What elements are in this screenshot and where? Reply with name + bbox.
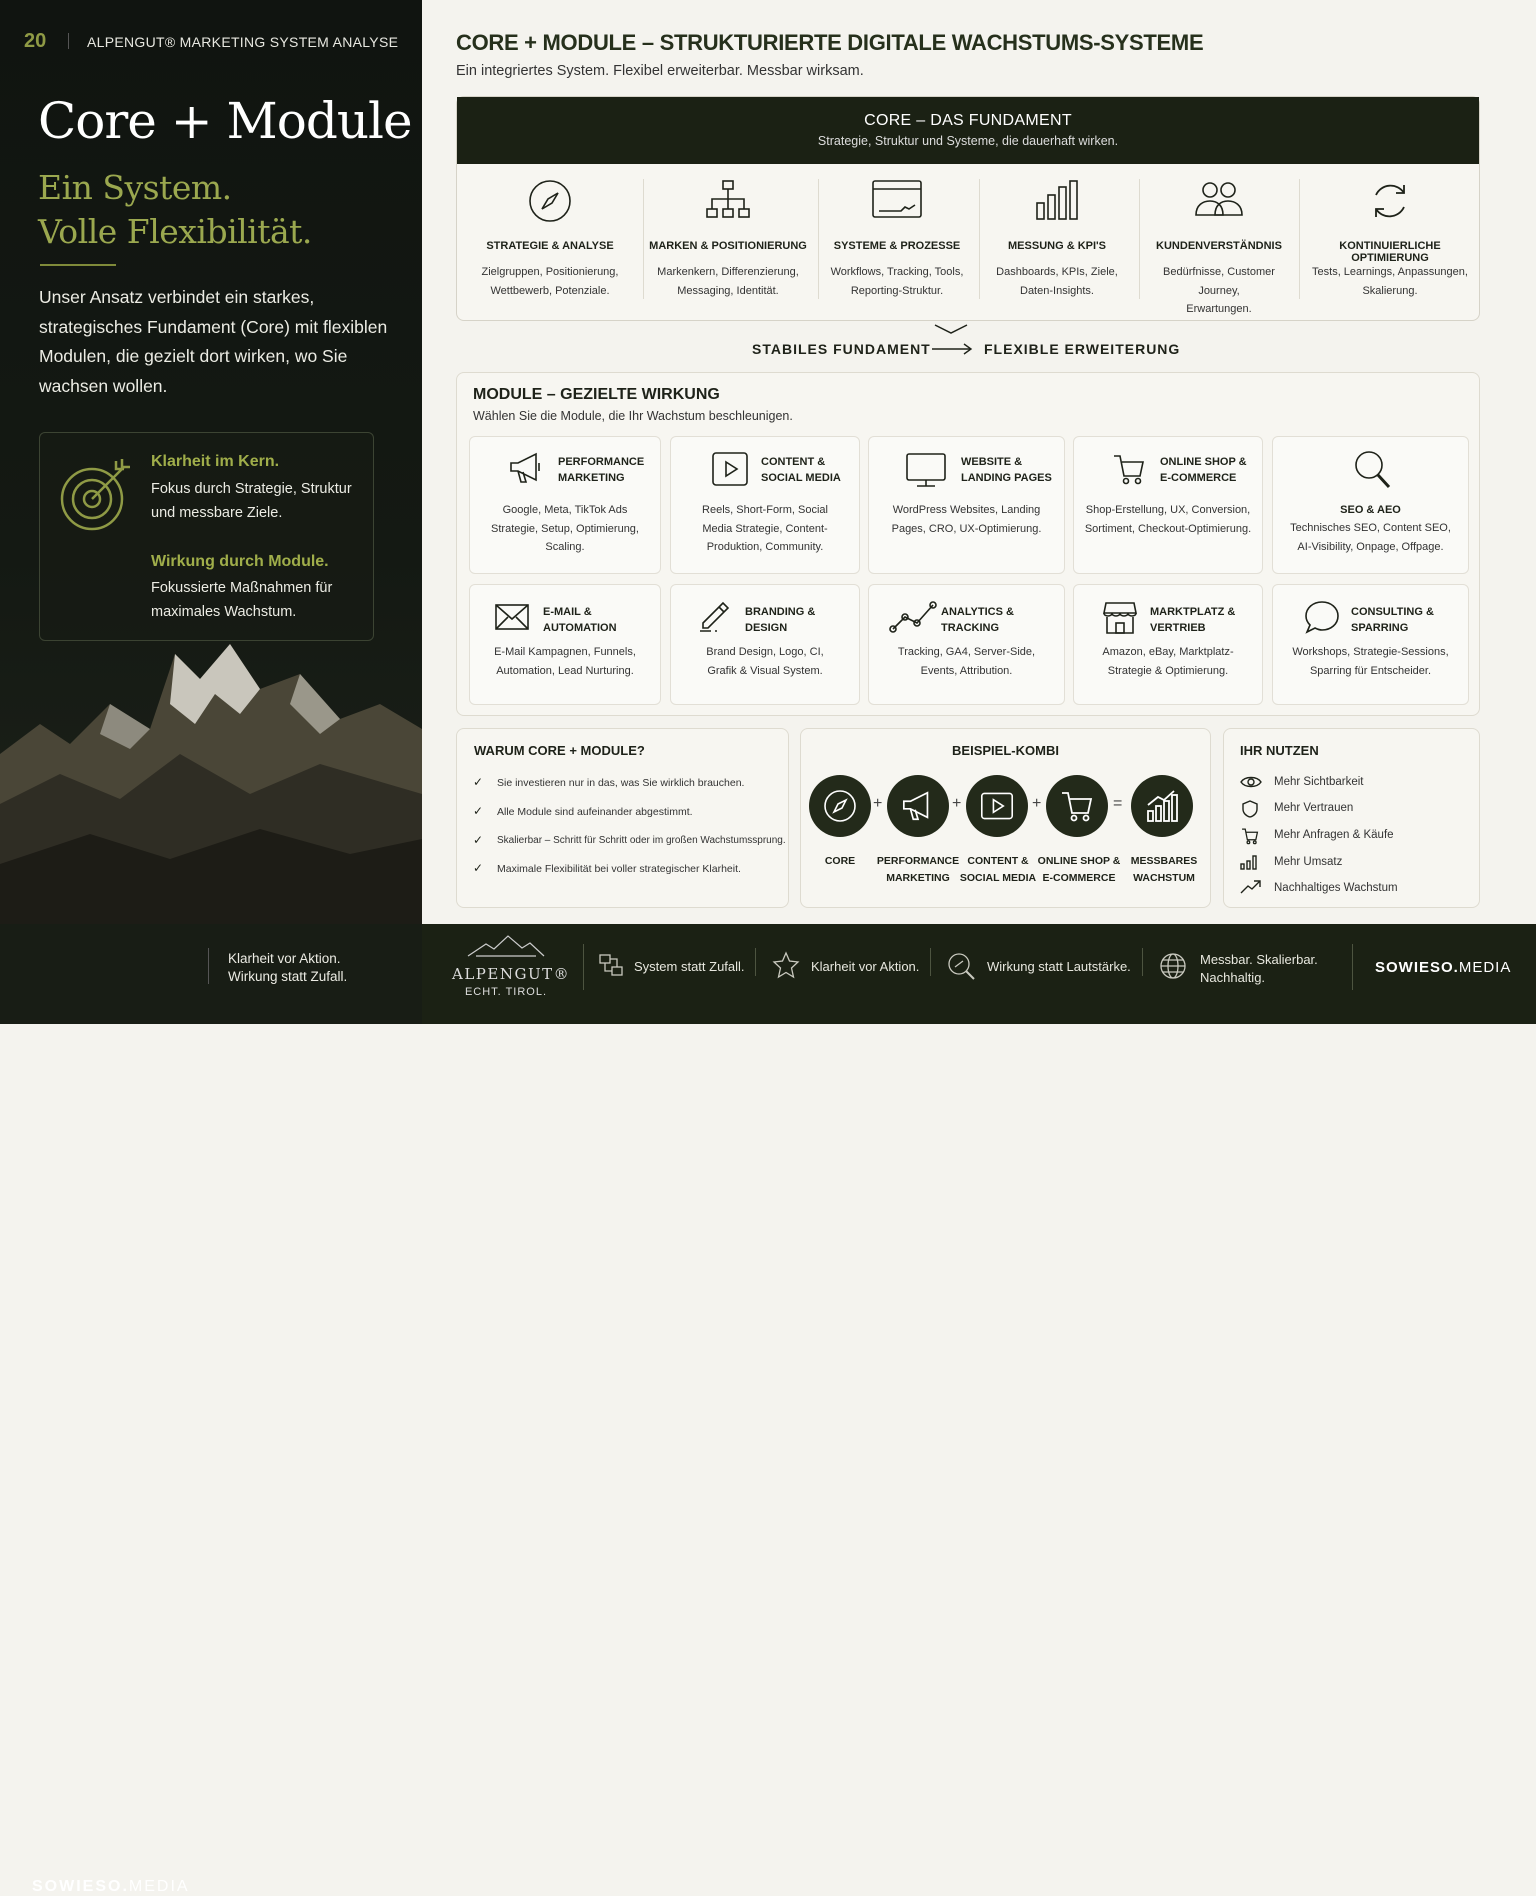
divider [979,179,980,299]
module-card-content[interactable]: CONTENT & SOCIAL MEDIA Reels, Short-Form, Social Media Strategie, Content- Produktion, Community. [670,436,860,574]
modules-subtitle: Wählen Sie die Module, die Ihr Wachstum beschleunigen. [473,409,793,423]
growth-chart-icon [1145,789,1179,823]
alpengut-logo [452,934,571,998]
combo-performance [887,775,949,837]
why-item: ✓ Sie investieren nur in das, was Sie wirklich brauchen. [473,775,745,789]
plus-sign: + [873,795,883,812]
page-title: Core + Module [38,92,412,150]
arrow-right-icon [930,341,974,357]
bar-chart-icon [1033,179,1081,221]
system-icon [598,953,624,977]
divider [643,179,644,299]
why-item: ✓ Skalierbar – Schritt für Schritt oder im großen Wachstumssprung. [473,833,786,847]
trend-up-icon [1240,880,1262,894]
footer-item: Klarheit vor Aktion. [811,959,920,974]
module-card-marktplatz[interactable]: MARKTPLATZ & VERTRIEB Amazon, eBay, Marktplatz- Strategie & Optimierung. [1073,584,1263,705]
sidebar-footer [0,924,422,1895]
why-item: ✓ Maximale Flexibilität bei voller strategischer Klarheit. [473,861,741,875]
divider [755,948,756,976]
core-item-marken: MARKEN & POSITIONIERUNG Markenkern, Differenzierung, Messaging, Identität. [647,179,809,307]
combo-label: CONTENT & SOCIAL MEDIA [959,855,1037,884]
benefit-item: Mehr Vertrauen [1274,802,1354,814]
divider [930,948,931,976]
module-card-performance[interactable]: PERFORMANCE MARKETING Google, Meta, TikTok Ads Strategie, Setup, Optimierung, Scaling. [469,436,661,574]
box-text: Fokussierte Maßnahmen für maximales Wachstum. [151,580,333,620]
monitor-icon [905,452,947,488]
combo-label: ONLINE SHOP & E-COMMERCE [1037,855,1121,884]
combo-label: MESSBARES WACHSTUM [1130,855,1198,884]
main-subtitle: Ein integriertes System. Flexibel erweiterbar. Messbar wirksam. [456,63,864,79]
store-icon [1102,599,1138,635]
combo-shop [1046,775,1108,837]
divider [68,33,69,49]
combo-result [1131,775,1193,837]
module-card-seo[interactable]: SEO & AEO Technisches SEO, Content SEO, AI-Visibility, Onpage, Offpage. [1272,436,1469,574]
equals-sign: = [1113,795,1123,812]
footer-item: Messbar. Skalierbar. Nachhaltig. [1200,952,1318,985]
search-icon [1353,449,1393,491]
core-header [457,97,1479,164]
refresh-icon [1368,179,1412,223]
footer-item: System statt Zufall. [634,959,745,974]
core-subtitle: Strategie, Struktur und Systeme, die dauerhaft wirken. [817,134,1119,148]
module-card-website[interactable]: WEBSITE & LANDING PAGES WordPress Websites, Landing Pages, CRO, UX-Optimierung. [868,436,1065,574]
combo-label: PERFORMANCE MARKETING [876,855,960,884]
module-card-branding[interactable]: BRANDING & DESIGN Brand Design, Logo, CI, Grafik & Visual System. [670,584,860,705]
footer-tagline: Klarheit vor Aktion. Wirkung statt Zufall. [228,951,348,984]
benefits-section [1223,728,1480,908]
benefit-item: Mehr Sichtbarkeit [1274,776,1364,788]
why-section [456,728,789,908]
logo-name: ALPENGUT® [452,965,571,983]
chat-icon [1303,599,1341,635]
core-section [456,96,1480,321]
check-icon: ✓ [473,804,484,818]
brand-logo: SOWIESO.MEDIA [32,1878,190,1895]
compass-icon [528,179,572,223]
divider [1142,948,1143,976]
logo-sub: ECHT. TIROL. [464,986,548,998]
core-item-systeme: SYSTEME & PROZESSE Workflows, Tracking, Tools, Reporting-Struktur. [821,179,973,307]
footer-item: Wirkung statt Lautstärke. [987,959,1131,974]
module-card-email[interactable]: E-MAIL & AUTOMATION E-Mail Kampagnen, Funnels, Automation, Lead Nurturing. [469,584,661,705]
megaphone-icon [901,789,935,823]
intro-text: Unser Ansatz verbindet ein starkes, strategisches Fundament (Core) mit flexiblen Modulen, die gezielt dort wirken, wo Sie wachsen wollen. [39,287,388,396]
cart-icon [1240,827,1260,845]
core-item-messung: MESSUNG & KPI'S Dashboards, KPIs, Ziele, Daten-Insights. [981,179,1133,307]
combo-title: BEISPIEL-KOMBI [952,743,1059,758]
megaphone-icon [508,451,544,485]
line-chart-icon [889,601,937,633]
box-text: Fokus durch Strategie, Struktur und messbare Ziele. [151,481,352,521]
sidebar-panel [0,0,422,924]
plus-sign: + [952,795,962,812]
subtitle-line: Volle Flexibilität. [38,212,312,251]
benefit-item: Nachhaltiges Wachstum [1274,882,1398,894]
check-icon: ✓ [473,833,484,847]
benefit-item: Mehr Anfragen & Käufe [1274,829,1394,841]
check-icon: ✓ [473,861,484,875]
page-subtitle [38,166,312,254]
cart-icon [1060,789,1094,823]
combo-section [800,728,1211,908]
search-icon [946,951,976,981]
mountain-logo-icon [466,934,546,958]
combo-core [809,775,871,837]
subtitle-line: Ein System. [38,168,232,207]
benefits-title: IHR NUTZEN [1240,743,1319,758]
divider [1352,944,1353,990]
highlight-box [39,432,374,641]
combo-content [966,775,1028,837]
sidebar-header: ALPENGUT® MARKETING SYSTEM ANALYSE [87,34,399,50]
hierarchy-icon [704,179,752,219]
brand-logo: SOWIESO.MEDIA [1375,959,1512,976]
divider [1139,179,1140,299]
video-icon [711,451,749,487]
box-title: Klarheit im Kern. [151,453,280,470]
flow-label-from: STABILES FUNDAMENT [752,341,931,357]
flow-label-to: FLEXIBLE ERWEITERUNG [984,341,1181,357]
chevron-down-icon [934,322,968,336]
bar-chart-icon [1240,854,1260,870]
accent-line [40,264,116,266]
modules-title: MODULE – GEZIELTE WIRKUNG [473,386,720,403]
divider [208,948,209,984]
mountain-image [0,634,422,924]
page-number: 20 [24,30,47,52]
core-item-strategie: STRATEGIE & ANALYSE Zielgruppen, Positionierung, Wettbewerb, Potenziale. [471,179,629,307]
combo-label: CORE [824,855,856,867]
core-item-optimierung: KONTINUIERLICHE OPTIMIERUNG Tests, Learnings, Anpassungen, Skalierung. [1305,179,1475,307]
module-card-consulting[interactable]: CONSULTING & SPARRING Workshops, Strategie-Sessions, Sparring für Entscheider. [1272,584,1469,705]
browser-icon [871,179,923,219]
main-title: CORE + MODULE – STRUKTURIERTE DIGITALE WACHSTUMS-SYSTEME [456,30,1204,55]
users-icon [1193,179,1245,219]
divider [583,944,584,990]
shield-icon [1240,800,1260,818]
why-item: ✓ Alle Module sind aufeinander abgestimmt. [473,804,693,818]
core-item-kunden: KUNDENVERSTÄNDNIS Bedürfnisse, Customer Journey, Erwartungen. [1141,179,1297,307]
globe-icon [1159,952,1187,980]
compass-icon [823,789,857,823]
mail-icon [494,603,530,631]
box-title: Wirkung durch Module. [151,553,329,570]
eye-icon [1240,775,1262,789]
core-title: CORE – DAS FUNDAMENT [864,112,1072,129]
check-icon: ✓ [473,775,484,789]
pen-icon [697,597,733,633]
module-card-shop[interactable]: ONLINE SHOP & E-COMMERCE Shop-Erstellung, UX, Conversion, Sortiment, Checkout-Optimierung. [1073,436,1263,574]
why-title: WARUM CORE + MODULE? [474,743,645,758]
footer-bar [422,924,1536,1024]
star-icon [772,951,800,979]
cart-icon [1112,452,1146,486]
divider [1299,179,1300,299]
divider [818,179,819,299]
benefit-item: Mehr Umsatz [1274,856,1343,868]
video-icon [980,789,1014,823]
target-icon [58,455,134,531]
module-card-analytics[interactable]: ANALYTICS & TRACKING Tracking, GA4, Server-Side, Events, Attribution. [868,584,1065,705]
modules-section [456,372,1480,716]
plus-sign: + [1032,795,1042,812]
